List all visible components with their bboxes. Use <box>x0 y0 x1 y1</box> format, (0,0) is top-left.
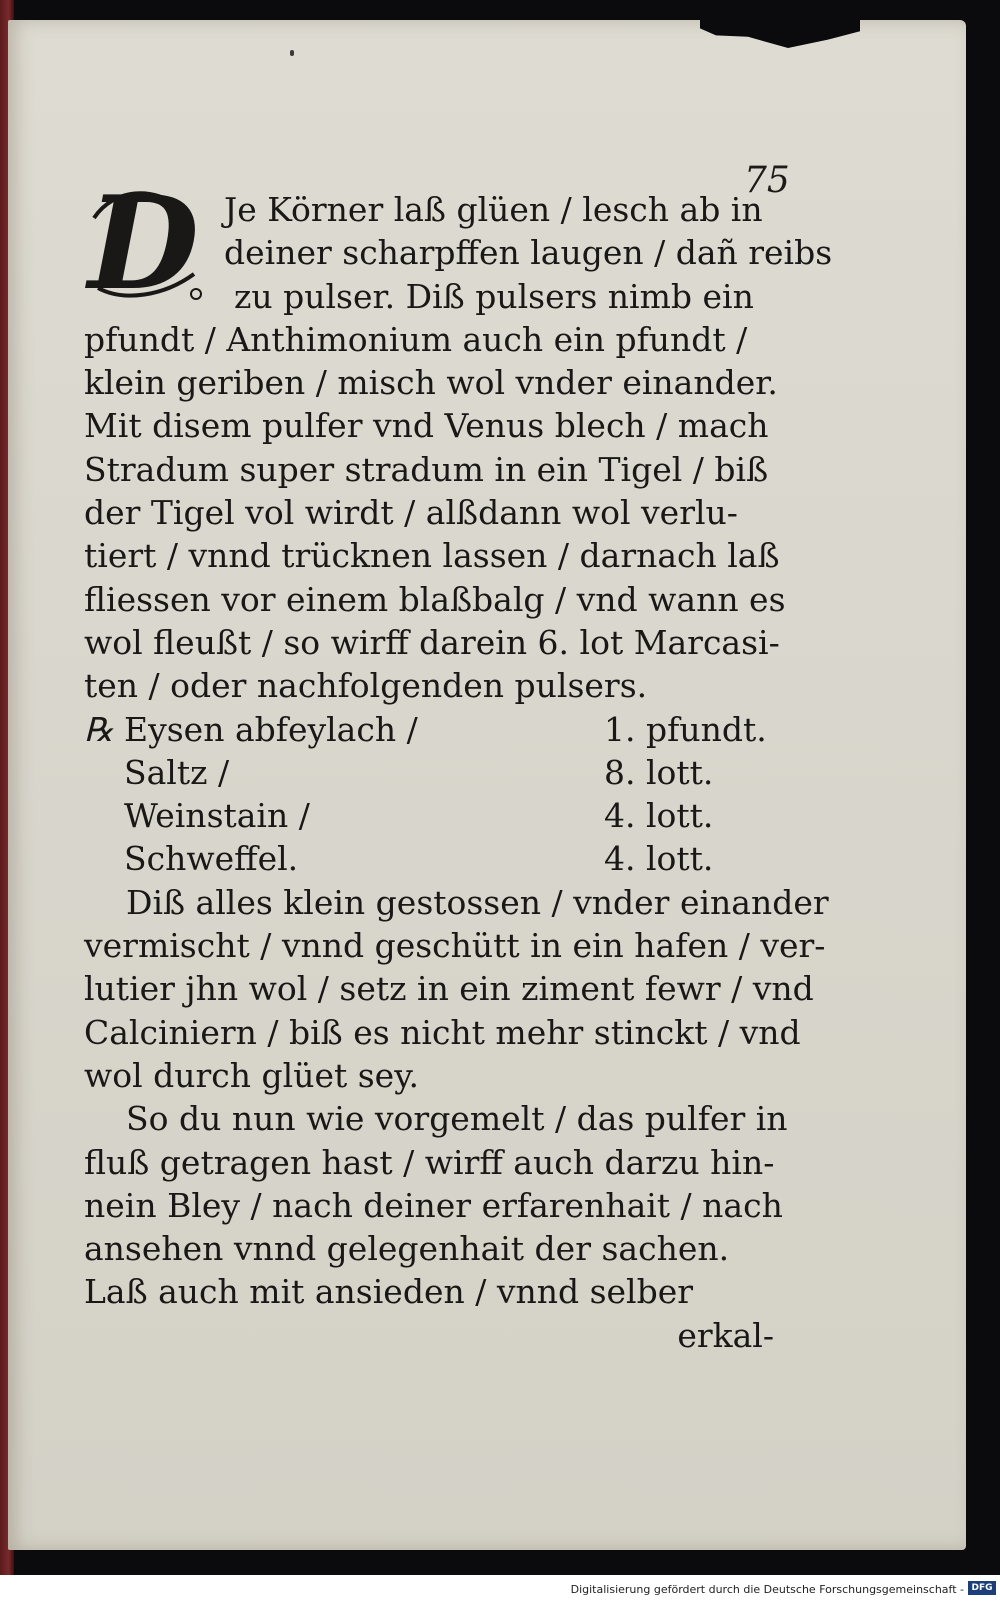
text-line: tiert / vnnd trücknen lassen / darnach laß <box>84 536 780 576</box>
text-line: Diß alles klein gestossen / vnder einander <box>126 882 829 922</box>
text-line: vermischt / vnnd geschütt in ein hafen / ver- <box>84 926 826 966</box>
catchword: erkal- <box>677 1315 774 1355</box>
body-text <box>84 188 833 1357</box>
text-line: ten / oder nachfolgenden pulsers. <box>84 666 648 706</box>
text-line: der Tigel vol wirdt / alßdann wol verlu- <box>84 493 738 533</box>
footer-credit: Digitalisierung gefördert durch die Deutsche Forschungsgemeinschaft - <box>570 1583 964 1596</box>
text-line: fluß getragen hast / wirff auch darzu hin- <box>84 1142 775 1182</box>
folio-number: 75 <box>744 160 790 201</box>
recipe-ingredient: Schweffel. <box>124 839 299 879</box>
recipe-row <box>84 751 784 794</box>
recipe-quantity: 4. lott. <box>604 796 714 836</box>
text-line: deiner scharpffen laugen / dañ reibs <box>224 233 833 273</box>
text-line: Laß auch mit ansieden / vnnd selber <box>84 1272 694 1312</box>
recipe-quantity: 8. lott. <box>604 752 714 792</box>
recipe-row <box>84 794 784 837</box>
recipe-ingredient: Saltz / <box>124 752 230 792</box>
text-line: Mit disem pulfer vnd Venus blech / mach <box>84 406 769 446</box>
text-line: Je Körner laß glüen / lesch ab in <box>224 190 763 229</box>
drop-cap-letter: D <box>88 178 199 302</box>
recipe-row <box>84 837 784 880</box>
dfg-logo: DFG <box>968 1581 996 1595</box>
text-line: lutier jhn wol / setz in ein ziment fewr / vnd <box>84 969 814 1009</box>
text-line: nein Bley / nach deiner erfarenhait / nach <box>84 1185 783 1225</box>
page-speck <box>290 50 294 56</box>
text-line: zu pulser. Diß pulsers nimb ein <box>234 276 754 316</box>
text-line: wol durch glüet sey. <box>84 1055 419 1095</box>
recipe-quantity: 1. pfundt. <box>604 709 767 749</box>
text-line: So du nun wie vorgemelt / das pulfer in <box>126 1099 788 1139</box>
text-line: klein geriben / misch wol vnder einander. <box>84 363 778 403</box>
recipe-quantity: 4. lott. <box>604 839 714 879</box>
text-line: ansehen vnnd gelegenhait der sachen. <box>84 1229 730 1269</box>
text-line: wol fleußt / so wirff darein 6. lot Marcasi- <box>84 622 780 662</box>
recipe-ingredient: Eysen abfeylach / <box>124 709 418 749</box>
text-line: fliessen vor einem blaßbalg / vnd wann es <box>84 579 786 619</box>
text-line: pfundt / Anthimonium auch ein pfundt / <box>84 319 748 359</box>
text-line: Calciniern / biß es nicht mehr stinckt / vnd <box>84 1012 801 1052</box>
recipe-ingredient: Weinstain / <box>124 796 310 836</box>
recipe-row <box>84 708 784 751</box>
footer-bar <box>0 1575 1000 1608</box>
text-line: Stradum super stradum in ein Tigel / biß <box>84 449 769 489</box>
recipe-symbol: ℞ <box>84 709 114 749</box>
